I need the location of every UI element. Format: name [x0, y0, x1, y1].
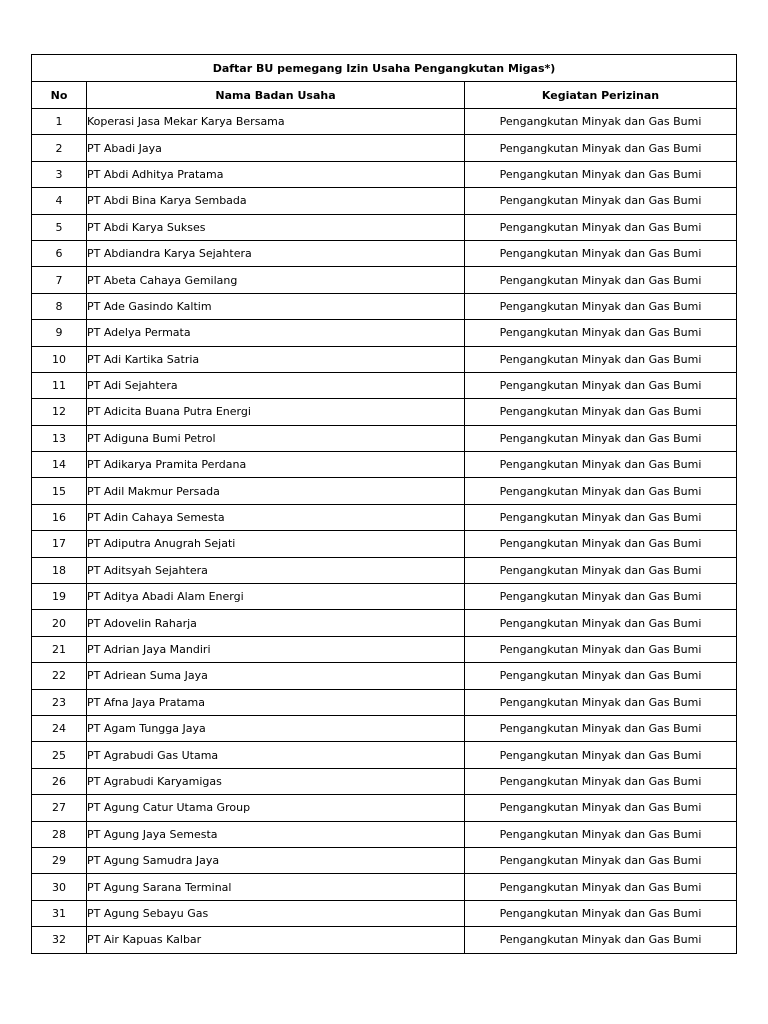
license-activity: Pengangkutan Minyak dan Gas Bumi	[465, 372, 737, 398]
row-number: 32	[32, 927, 87, 953]
row-number: 4	[32, 188, 87, 214]
table-row	[32, 531, 737, 557]
license-activity: Pengangkutan Minyak dan Gas Bumi	[465, 689, 737, 715]
license-activity: Pengangkutan Minyak dan Gas Bumi	[465, 663, 737, 689]
table-row	[32, 452, 737, 478]
row-number: 14	[32, 452, 87, 478]
company-name: PT Abadi Jaya	[87, 135, 465, 161]
table-row	[32, 346, 737, 372]
row-number: 9	[32, 320, 87, 346]
table-row	[32, 293, 737, 319]
license-activity: Pengangkutan Minyak dan Gas Bumi	[465, 240, 737, 266]
company-name: PT Aditsyah Sejahtera	[87, 557, 465, 583]
company-list-table	[31, 54, 737, 954]
row-number: 23	[32, 689, 87, 715]
company-name: PT Adikarya Pramita Perdana	[87, 452, 465, 478]
row-number: 15	[32, 478, 87, 504]
company-name: PT Agung Catur Utama Group	[87, 795, 465, 821]
column-header-activity: Kegiatan Perizinan	[465, 82, 737, 109]
company-name: PT Adicita Buana Putra Energi	[87, 399, 465, 425]
license-activity: Pengangkutan Minyak dan Gas Bumi	[465, 742, 737, 768]
company-name: PT Adriean Suma Jaya	[87, 663, 465, 689]
license-activity: Pengangkutan Minyak dan Gas Bumi	[465, 320, 737, 346]
row-number: 10	[32, 346, 87, 372]
table-row	[32, 847, 737, 873]
company-name: PT Agrabudi Karyamigas	[87, 768, 465, 794]
row-number: 22	[32, 663, 87, 689]
table-row	[32, 478, 737, 504]
row-number: 27	[32, 795, 87, 821]
license-activity: Pengangkutan Minyak dan Gas Bumi	[465, 610, 737, 636]
row-number: 6	[32, 240, 87, 266]
license-activity: Pengangkutan Minyak dan Gas Bumi	[465, 557, 737, 583]
license-activity: Pengangkutan Minyak dan Gas Bumi	[465, 293, 737, 319]
row-number: 8	[32, 293, 87, 319]
company-name: PT Agrabudi Gas Utama	[87, 742, 465, 768]
row-number: 25	[32, 742, 87, 768]
company-name: PT Adi Sejahtera	[87, 372, 465, 398]
table-row	[32, 372, 737, 398]
table-row	[32, 742, 737, 768]
company-name: PT Adiputra Anugrah Sejati	[87, 531, 465, 557]
company-name: PT Abdiandra Karya Sejahtera	[87, 240, 465, 266]
license-activity: Pengangkutan Minyak dan Gas Bumi	[465, 531, 737, 557]
company-name: PT Adiguna Bumi Petrol	[87, 425, 465, 451]
table-row	[32, 425, 737, 451]
company-name: PT Ade Gasindo Kaltim	[87, 293, 465, 319]
table-row	[32, 504, 737, 530]
table-row	[32, 689, 737, 715]
row-number: 3	[32, 161, 87, 187]
license-activity: Pengangkutan Minyak dan Gas Bumi	[465, 768, 737, 794]
table-row	[32, 636, 737, 662]
license-activity: Pengangkutan Minyak dan Gas Bumi	[465, 504, 737, 530]
license-activity: Pengangkutan Minyak dan Gas Bumi	[465, 874, 737, 900]
license-activity: Pengangkutan Minyak dan Gas Bumi	[465, 346, 737, 372]
company-name: PT Adelya Permata	[87, 320, 465, 346]
company-name: PT Agung Samudra Jaya	[87, 847, 465, 873]
row-number: 12	[32, 399, 87, 425]
row-number: 11	[32, 372, 87, 398]
company-name: PT Abdi Adhitya Pratama	[87, 161, 465, 187]
company-name: PT Abdi Karya Sukses	[87, 214, 465, 240]
company-name: PT Agam Tungga Jaya	[87, 715, 465, 741]
license-activity: Pengangkutan Minyak dan Gas Bumi	[465, 715, 737, 741]
header-row	[32, 82, 737, 109]
license-activity: Pengangkutan Minyak dan Gas Bumi	[465, 478, 737, 504]
company-name: PT Air Kapuas Kalbar	[87, 927, 465, 953]
row-number: 26	[32, 768, 87, 794]
license-activity: Pengangkutan Minyak dan Gas Bumi	[465, 821, 737, 847]
license-activity: Pengangkutan Minyak dan Gas Bumi	[465, 425, 737, 451]
table-row	[32, 821, 737, 847]
license-activity: Pengangkutan Minyak dan Gas Bumi	[465, 452, 737, 478]
table-row	[32, 900, 737, 926]
license-activity: Pengangkutan Minyak dan Gas Bumi	[465, 795, 737, 821]
table-row	[32, 610, 737, 636]
license-activity: Pengangkutan Minyak dan Gas Bumi	[465, 847, 737, 873]
company-name: PT Afna Jaya Pratama	[87, 689, 465, 715]
license-activity: Pengangkutan Minyak dan Gas Bumi	[465, 109, 737, 135]
company-name: PT Adin Cahaya Semesta	[87, 504, 465, 530]
table-row	[32, 109, 737, 135]
row-number: 16	[32, 504, 87, 530]
column-header-no: No	[32, 82, 87, 109]
company-name: PT Agung Sebayu Gas	[87, 900, 465, 926]
table-row	[32, 320, 737, 346]
company-name: PT Agung Jaya Semesta	[87, 821, 465, 847]
table-row	[32, 399, 737, 425]
company-name: PT Adovelin Raharja	[87, 610, 465, 636]
license-activity: Pengangkutan Minyak dan Gas Bumi	[465, 927, 737, 953]
company-name: PT Aditya Abadi Alam Energi	[87, 584, 465, 610]
license-activity: Pengangkutan Minyak dan Gas Bumi	[465, 900, 737, 926]
table-row	[32, 663, 737, 689]
table-row	[32, 135, 737, 161]
row-number: 1	[32, 109, 87, 135]
table-row	[32, 795, 737, 821]
row-number: 29	[32, 847, 87, 873]
table-row	[32, 214, 737, 240]
table-row	[32, 584, 737, 610]
row-number: 18	[32, 557, 87, 583]
row-number: 31	[32, 900, 87, 926]
row-number: 19	[32, 584, 87, 610]
license-activity: Pengangkutan Minyak dan Gas Bumi	[465, 161, 737, 187]
table-row	[32, 557, 737, 583]
table-row	[32, 161, 737, 187]
table-row	[32, 267, 737, 293]
company-name: PT Adil Makmur Persada	[87, 478, 465, 504]
row-number: 21	[32, 636, 87, 662]
company-name: PT Agung Sarana Terminal	[87, 874, 465, 900]
row-number: 7	[32, 267, 87, 293]
company-name: PT Adrian Jaya Mandiri	[87, 636, 465, 662]
row-number: 5	[32, 214, 87, 240]
license-activity: Pengangkutan Minyak dan Gas Bumi	[465, 267, 737, 293]
table-row	[32, 874, 737, 900]
license-activity: Pengangkutan Minyak dan Gas Bumi	[465, 135, 737, 161]
table-row	[32, 240, 737, 266]
row-number: 20	[32, 610, 87, 636]
license-activity: Pengangkutan Minyak dan Gas Bumi	[465, 399, 737, 425]
table-row	[32, 768, 737, 794]
license-activity: Pengangkutan Minyak dan Gas Bumi	[465, 636, 737, 662]
row-number: 13	[32, 425, 87, 451]
company-name: PT Abdi Bina Karya Sembada	[87, 188, 465, 214]
company-name: PT Abeta Cahaya Gemilang	[87, 267, 465, 293]
row-number: 24	[32, 715, 87, 741]
title-row	[32, 55, 737, 82]
company-name: Koperasi Jasa Mekar Karya Bersama	[87, 109, 465, 135]
company-name: PT Adi Kartika Satria	[87, 346, 465, 372]
table-row	[32, 188, 737, 214]
table-body	[32, 109, 737, 954]
table-row	[32, 715, 737, 741]
license-activity: Pengangkutan Minyak dan Gas Bumi	[465, 188, 737, 214]
row-number: 17	[32, 531, 87, 557]
document-title: Daftar BU pemegang Izin Usaha Pengangkutan Migas*)	[32, 55, 737, 82]
row-number: 28	[32, 821, 87, 847]
license-activity: Pengangkutan Minyak dan Gas Bumi	[465, 214, 737, 240]
row-number: 30	[32, 874, 87, 900]
license-activity: Pengangkutan Minyak dan Gas Bumi	[465, 584, 737, 610]
row-number: 2	[32, 135, 87, 161]
column-header-name: Nama Badan Usaha	[87, 82, 465, 109]
table-row	[32, 927, 737, 953]
